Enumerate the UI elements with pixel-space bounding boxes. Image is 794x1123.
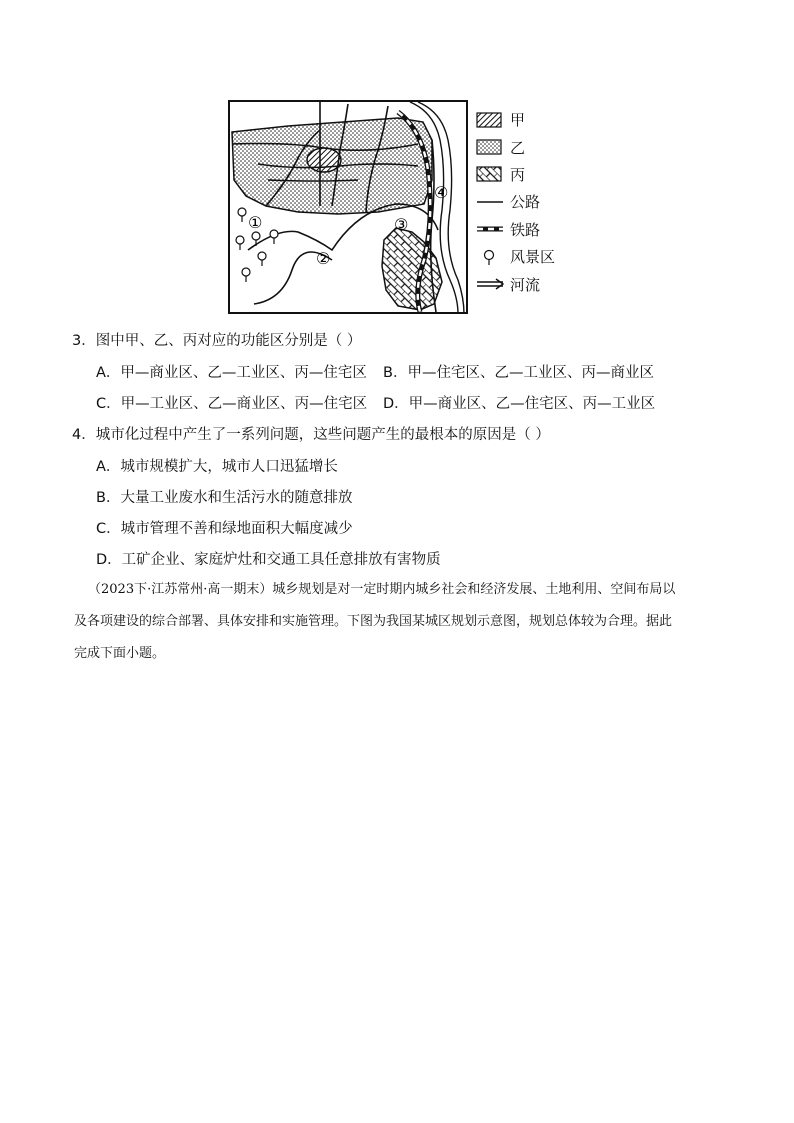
question-4-option-d[interactable]: D．工矿企业、家庭炉灶和交通工具任意排放有害物质 xyxy=(96,552,441,568)
question-4-stem: 4．城市化过程中产生了一系列问题，这些问题产生的最根本的原因是（ ） xyxy=(72,427,550,443)
question-4-option-c[interactable]: C．城市管理不善和绿地面积大幅度减少 xyxy=(96,521,353,537)
question-3-option-d[interactable]: D．甲—商业区、乙—住宅区、丙—工业区 xyxy=(383,396,656,412)
city-zone-figure xyxy=(228,100,558,314)
intro-line-2: 及各项建设的综合部署、具体安排和实施管理。下图为我国某城区规划示意图，规划总体较为合理。据此 xyxy=(74,614,673,629)
zone-jia xyxy=(307,148,341,172)
next-question-intro xyxy=(74,574,734,670)
legend-item-river xyxy=(476,270,566,297)
legend-label-jia: 甲 xyxy=(510,111,526,130)
legend-swatch-jia xyxy=(476,112,506,128)
question-3-option-c[interactable]: C．甲—工业区、乙—商业区、丙—住宅区 xyxy=(96,396,368,412)
map-legend xyxy=(476,106,566,298)
road-line-icon xyxy=(476,194,506,210)
question-3-option-a[interactable]: A．甲—商业区、乙—工业区、丙—住宅区 xyxy=(96,365,367,381)
legend-item-road xyxy=(476,188,566,215)
question-4-option-b[interactable]: B．大量工业废水和生活污水的随意排放 xyxy=(96,490,353,506)
question-3-stem: 3．图中甲、乙、丙对应的功能区分别是（ ） xyxy=(72,333,362,349)
marker-2: ② xyxy=(316,249,331,268)
legend-swatch-yi xyxy=(476,139,506,155)
railway-line-icon xyxy=(476,221,506,237)
marker-3: ③ xyxy=(394,215,409,234)
legend-item-scenic xyxy=(476,243,566,270)
legend-item-yi xyxy=(476,133,566,160)
question-3-option-b[interactable]: B．甲—住宅区、乙—工业区、丙—商业区 xyxy=(383,365,654,381)
legend-item-bing xyxy=(476,161,566,188)
legend-label-bing: 丙 xyxy=(510,165,526,184)
marker-4: ④ xyxy=(434,183,449,202)
legend-item-jia xyxy=(476,106,566,133)
legend-label-rail: 铁路 xyxy=(510,220,541,239)
legend-label-yi: 乙 xyxy=(510,138,526,157)
marker-1: ① xyxy=(248,213,263,232)
legend-label-scenic: 风景区 xyxy=(510,248,556,267)
question-4-option-a[interactable]: A．城市规模扩大，城市人口迅猛增长 xyxy=(96,459,338,475)
legend-label-river: 河流 xyxy=(510,275,541,294)
tree-icon xyxy=(476,249,506,265)
intro-line-1: （2023下·江苏常州·高一期末）城乡规划是对一定时期内城乡社会和经济发展、土地利用、空间布局以 xyxy=(88,582,676,597)
intro-line-3: 完成下面小题。 xyxy=(74,646,166,661)
legend-label-road: 公路 xyxy=(510,193,541,212)
legend-swatch-bing xyxy=(476,166,506,182)
legend-item-rail xyxy=(476,216,566,243)
river-line-icon xyxy=(476,276,506,292)
city-zone-map xyxy=(228,100,468,314)
